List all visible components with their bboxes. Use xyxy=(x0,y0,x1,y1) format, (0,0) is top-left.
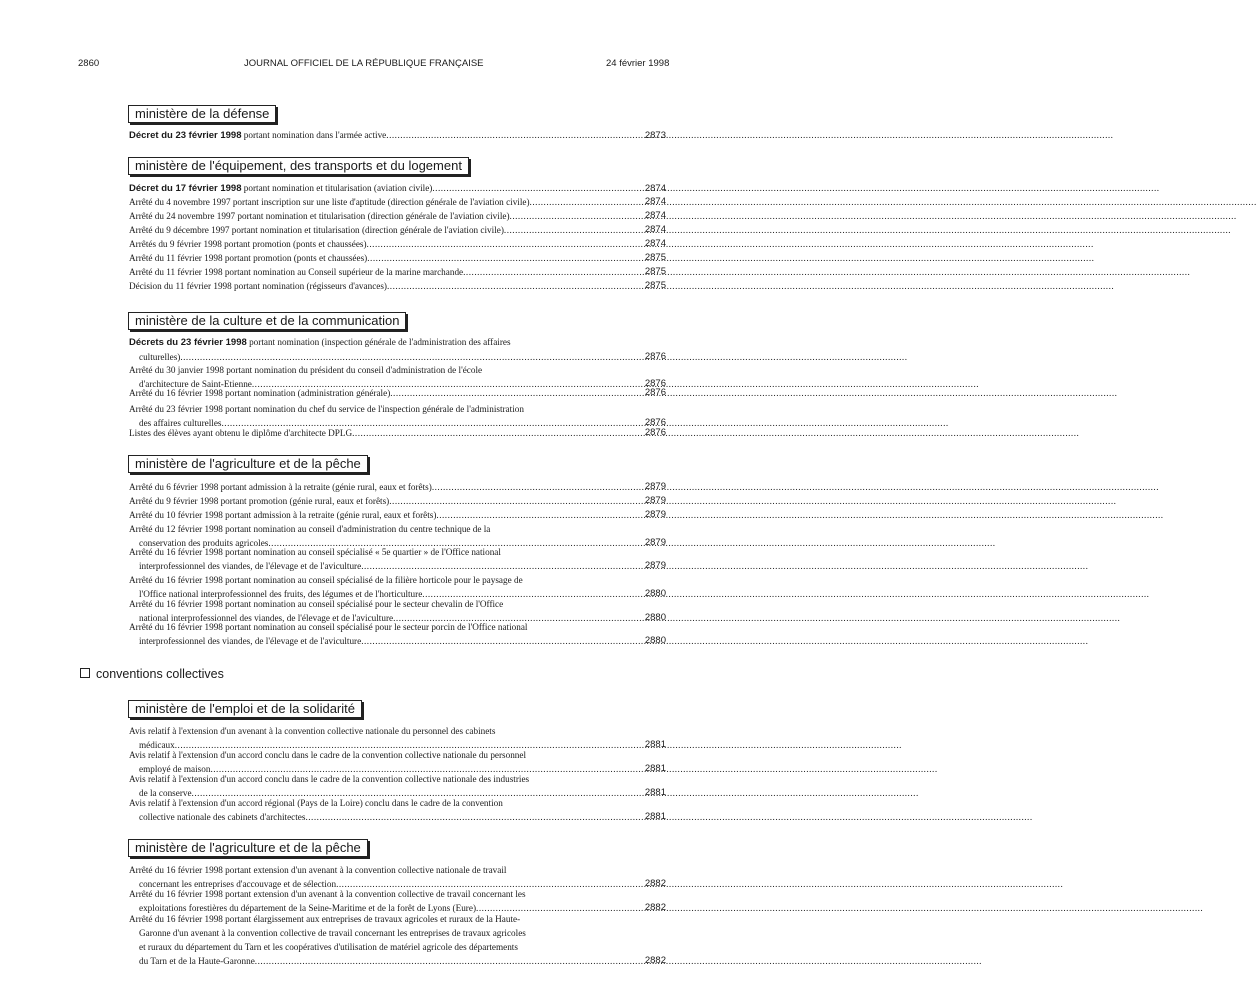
checkbox-square-icon xyxy=(80,668,90,678)
entry-page: 2879 xyxy=(644,560,666,571)
entry-page: 2876 xyxy=(644,378,666,389)
entry-text-cont: collective nationale des cabinets d'architectes xyxy=(139,812,306,822)
entry-text: Arrêté du 16 février 1998 portant extension d'un avenant à la convention collective nationale de travail xyxy=(129,865,507,875)
entry-text: Arrêté du 6 février 1998 portant admission à la retraite (génie rural, eaux et forêts) xyxy=(129,482,432,492)
entry-text: Arrêté du 11 février 1998 portant nomination au Conseil supérieur de la marine marchande xyxy=(129,267,464,277)
entry-page: 2875 xyxy=(644,266,666,277)
entry-page: 2880 xyxy=(644,635,666,646)
section-title-equipement: ministère de l'équipement, des transports et du logement xyxy=(128,157,469,175)
entry-text: portant nomination (inspection générale de l'administration des affaires xyxy=(246,337,511,347)
entry-text: Avis relatif à l'extension d'un avenant à la convention collective nationale du personnel des cabinets xyxy=(129,726,496,736)
entry-text-cont: employé de maison xyxy=(139,764,211,774)
entry-page: 2875 xyxy=(644,252,666,263)
entry-page: 2879 xyxy=(644,495,666,506)
entry-page: 2874 xyxy=(644,224,666,235)
entry-text: Arrêté du 23 février 1998 portant nomination du chef du service de l'inspection générale de l'administration xyxy=(129,404,524,414)
entry-text-cont: interprofessionnel des viandes, de l'élevage et de l'aviculture xyxy=(139,561,362,571)
toc-entry[interactable] xyxy=(129,386,666,400)
entry-page: 2881 xyxy=(644,787,666,798)
entry-bold-text: Décrets du 23 février 1998 xyxy=(129,337,247,348)
toc-entry[interactable] xyxy=(129,237,666,251)
entry-text: Arrêté du 16 février 1998 portant nomination au conseil spécialisé pour le secteur porcin de l'Office national xyxy=(129,622,528,632)
entry-text-cont2: Garonne d'un avenant à la convention collective de travail concernant les entreprises de travaux agricoles xyxy=(139,928,526,938)
entry-bold-text: Décret du 23 février 1998 xyxy=(129,130,242,141)
toc-entry[interactable] xyxy=(129,209,666,223)
entry-text-cont: exploitations forestières du département de la Seine-Maritime et de la forêt de Lyons (Eure) xyxy=(139,903,477,913)
entry-text: Arrêté du 4 novembre 1997 portant inscription sur une liste d'aptitude (direction générale de l'aviation civile) xyxy=(129,197,530,207)
entry-text: Arrêté du 24 novembre 1997 portant nomination et titularisation (direction générale de l'aviation civile) xyxy=(129,211,510,221)
entry-text-cont: national interprofessionnel des viandes, de l'élevage et de l'aviculture xyxy=(139,613,394,623)
entry-text: Arrêté du 11 février 1998 portant promotion (ponts et chaussées) xyxy=(129,253,368,263)
entry-text-cont: concernant les entreprises d'accouvage et de sélection xyxy=(139,879,337,889)
entry-text: Listes des élèves ayant obtenu le diplôme d'architecte DPLG xyxy=(129,428,353,438)
entry-page: 2880 xyxy=(644,612,666,623)
entry-page: 2880 xyxy=(644,588,666,599)
entry-text-cont: d'architecture de Saint-Etienne xyxy=(139,379,252,389)
entry-text-cont: médicaux xyxy=(139,740,175,750)
entry-page: 2881 xyxy=(644,763,666,774)
section-heading-text: conventions collectives xyxy=(96,667,224,681)
entry-page: 2882 xyxy=(644,902,666,913)
journal-title: JOURNAL OFFICIEL DE LA RÉPUBLIQUE FRANÇAISE xyxy=(244,58,484,69)
toc-entry[interactable] xyxy=(129,223,666,237)
toc-entry[interactable] xyxy=(129,480,666,494)
entry-text: Arrêté du 16 février 1998 portant nomination au conseil spécialisé de la filière horticole pour le paysage de xyxy=(129,575,523,585)
toc-entry[interactable] xyxy=(129,912,666,968)
entry-page: 2882 xyxy=(644,878,666,889)
entry-page: 2874 xyxy=(644,183,666,194)
entry-page: 2874 xyxy=(644,210,666,221)
toc-entry[interactable] xyxy=(129,620,666,648)
entry-text-cont: des affaires culturelles xyxy=(139,418,222,428)
entry-text: portant nomination et titularisation (aviation civile) xyxy=(241,183,433,193)
entry-text-cont: de la conserve xyxy=(139,788,192,798)
toc-entry[interactable] xyxy=(129,426,666,440)
entry-page: 2874 xyxy=(644,238,666,249)
section-title-agriculture-conventions: ministère de l'agriculture et de la pêche xyxy=(128,839,368,857)
entry-page: 2881 xyxy=(644,739,666,750)
section-heading-conventions xyxy=(80,667,224,681)
entry-text: Arrêté du 16 février 1998 portant extension d'un avenant à la convention collective de travail concernant les xyxy=(129,889,526,899)
entry-text: Arrêté du 16 février 1998 portant nomination (administration générale) xyxy=(129,388,391,398)
toc-entry[interactable] xyxy=(129,128,666,143)
toc-entry[interactable] xyxy=(129,494,666,508)
entry-text-cont: interprofessionnel des viandes, de l'élevage et de l'aviculture xyxy=(139,636,362,646)
entry-page: 2876 xyxy=(644,351,666,362)
entry-page: 2873 xyxy=(644,130,666,141)
entry-bold-text: Décret du 17 février 1998 xyxy=(129,183,242,194)
entry-page: 2879 xyxy=(644,481,666,492)
entry-text-cont: culturelles) xyxy=(139,352,181,362)
section-title-emploi: ministère de l'emploi et de la solidarité xyxy=(128,700,362,718)
entry-page: 2876 xyxy=(644,417,666,428)
toc-entry[interactable] xyxy=(129,796,666,824)
section-title-agriculture: ministère de l'agriculture et de la pêche xyxy=(128,455,368,473)
toc-entry[interactable] xyxy=(129,265,666,279)
entry-text-cont3: et ruraux du département du Tarn et les coopératives d'utilisation de matériel agricole des départements xyxy=(139,942,518,952)
toc-entry[interactable] xyxy=(129,279,666,293)
page-number: 2860 xyxy=(78,58,100,69)
toc-entry[interactable] xyxy=(129,195,666,209)
entry-text: Avis relatif à l'extension d'un accord conclu dans le cadre de la convention collective nationale des industries xyxy=(129,774,530,784)
entry-page: 2876 xyxy=(644,387,666,398)
entry-text: Arrêté du 16 février 1998 portant élargissement aux entreprises de travaux agricoles et ruraux de la Haute- xyxy=(129,914,521,924)
entry-text: Arrêté du 9 décembre 1997 portant nomination et titularisation (direction générale de l'aviation civile) xyxy=(129,225,504,235)
entry-text: Arrêté du 16 février 1998 portant nomination au conseil spécialisé « 5e quartier » de l'Office national xyxy=(129,547,501,557)
entry-text-cont: conservation des produits agricoles xyxy=(139,538,269,548)
entry-page: 2875 xyxy=(644,280,666,291)
entry-text: Arrêté du 9 février 1998 portant promotion (génie rural, eaux et forêts) xyxy=(129,496,390,506)
toc-entry[interactable] xyxy=(129,181,666,196)
entry-text: Avis relatif à l'extension d'un accord conclu dans le cadre de la convention collective nationale du personnel xyxy=(129,750,527,760)
entry-text: Arrêté du 10 février 1998 portant admission à la retraite (génie rural, eaux et forêts) xyxy=(129,510,437,520)
entry-text: Arrêté du 12 février 1998 portant nomination au conseil d'administration du centre technique de la xyxy=(129,524,491,534)
toc-entry[interactable] xyxy=(129,251,666,265)
entry-page: 2882 xyxy=(644,955,666,966)
entry-page: 2874 xyxy=(644,196,666,207)
entry-text-cont: l'Office national interprofessionnel des fruits, des légumes et de l'horticulture xyxy=(139,589,423,599)
entry-text: portant nomination dans l'armée active xyxy=(241,130,387,140)
entry-page: 2879 xyxy=(644,509,666,520)
entry-text: Décision du 11 février 1998 portant nomination (régisseurs d'avances) xyxy=(129,281,387,291)
entry-page: 2879 xyxy=(644,537,666,548)
toc-entry[interactable] xyxy=(129,335,666,364)
section-title-culture: ministère de la culture et de la communication xyxy=(128,312,406,330)
entry-text-cont: du Tarn et de la Haute-Garonne xyxy=(139,956,255,966)
entry-text: Avis relatif à l'extension d'un accord régional (Pays de la Loire) conclu dans le cadre de la convention xyxy=(129,798,503,808)
entry-text: Arrêtés du 9 février 1998 portant promotion (ponts et chaussées) xyxy=(129,239,367,249)
entry-text: Arrêté du 16 février 1998 portant nomination au conseil spécialisé pour le secteur chevalin de l'Office xyxy=(129,599,504,609)
section-title-defense: ministère de la défense xyxy=(128,105,276,123)
entry-page: 2881 xyxy=(644,811,666,822)
toc-entry[interactable] xyxy=(129,887,666,915)
entry-text: Arrêté du 30 janvier 1998 portant nomination du président du conseil d'administration de l'école xyxy=(129,365,483,375)
toc-entry[interactable] xyxy=(129,545,666,573)
entry-page: 2876 xyxy=(644,427,666,438)
toc-entry[interactable] xyxy=(129,508,666,522)
issue-date: 24 février 1998 xyxy=(606,58,670,69)
